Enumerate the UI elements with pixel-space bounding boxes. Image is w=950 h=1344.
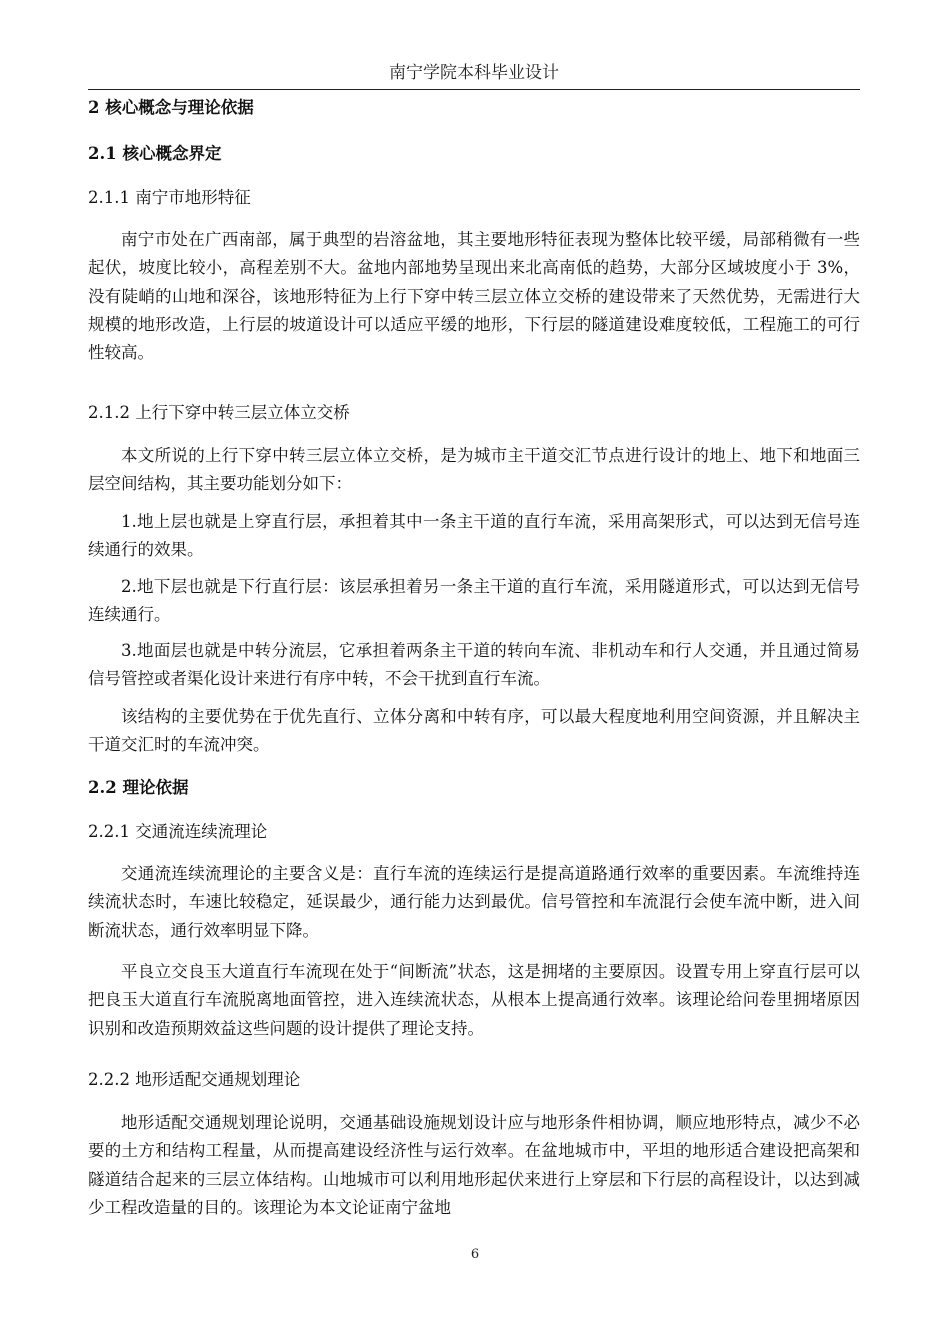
- section-2-1-1-paragraph: 南宁市处在广西南部，属于典型的岩溶盆地，其主要地形特征表现为整体比较平缓，局部稍微有一些起伏，坡度比较小，高程差别不大。盆地内部地势呈现出来北高南低的趋势，大部分区域坡度小于 3%，没有陡峭的山地和深谷，该地形特征为上行下穿中转三层立体立交桥的建设带来了天然优势，无需进行大规模的地形改造，上行层的坡道设计可以适应平缓的地形，下行层的隧道建设难度较低，工程施工的可行性较高。: [88, 230, 860, 363]
- section-2-2-2-paragraph: 地形适配交通规划理论说明，交通基础设施规划设计应与地形条件相协调，顺应地形特点，减少不必要的土方和结构工程量，从而提高建设经济性与运行效率。在盆地城市中，平坦的地形适合建设把高架和隧道结合起来的三层立体结构。山地城市可以利用地形起伏来进行上穿层和下行层的高程设计，以达到减少工程改造量的目的。该理论为本文论证南宁盆地: [88, 1113, 860, 1217]
- section-2-1-2-item-1: 1.地上层也就是上穿直行层，承担着其中一条主干道的直行车流，采用高架形式，可以达到无信号连续通行的效果。: [88, 512, 860, 560]
- header-rule: [88, 89, 860, 90]
- page-number: 6: [470, 1247, 480, 1262]
- section-2-2-1-paragraph-2: 平良立交良玉大道直行车流现在处于“间断流”状态，这是拥堵的主要原因。设置专用上穿直行层可以把良玉大道直行车流脱离地面管控，进入连续流状态，从根本上提高通行效率。该理论给问卷里拥堵原因识别和改造预期效益这些问题的设计提供了理论支持。: [88, 962, 860, 1038]
- section-2-2-1-title: 2.2.1 交通流连续流理论: [88, 822, 268, 841]
- section-2-1-2-item-2: 2.地下层也就是下行直行层：该层承担着另一条主干道的直行车流，采用隧道形式，可以达到无信号连续通行。: [88, 577, 860, 625]
- section-2-1-2-title: 2.1.2 上行下穿中转三层立体立交桥: [88, 403, 350, 422]
- section-2-2-2-title: 2.2.2 地形适配交通规划理论: [88, 1070, 301, 1089]
- section-2-2-1-paragraph-1: 交通流连续流理论的主要含义是：直行车流的连续运行是提高道路通行效率的重要因素。车流维持连续流状态时，车速比较稳定，延误最少，通行能力达到最优。信号管控和车流混行会使车流中断，进入间断流状态，通行效率明显下降。: [88, 864, 860, 940]
- section-2-2-title: 2.2 理论依据: [88, 778, 189, 797]
- section-2-1-2-summary: 该结构的主要优势在于优先直行、立体分离和中转有序，可以最大程度地利用空间资源，并且解决主干道交汇时的车流冲突。: [88, 707, 860, 755]
- section-2-title: 2 核心概念与理论依据: [88, 98, 254, 117]
- section-2-1-title: 2.1 核心概念界定: [88, 144, 222, 163]
- running-header: 南宁学院本科毕业设计: [389, 63, 559, 83]
- section-2-1-2-item-3: 3.地面层也就是中转分流层，它承担着两条主干道的转向车流、非机动车和行人交通，并且通过简易信号管控或者渠化设计来进行有序中转，不会干扰到直行车流。: [88, 641, 860, 689]
- section-2-1-2-intro: 本文所说的上行下穿中转三层立体立交桥，是为城市主干道交汇节点进行设计的地上、地下和地面三层空间结构，其主要功能划分如下：: [88, 446, 860, 494]
- section-2-1-1-title: 2.1.1 南宁市地形特征: [88, 188, 251, 207]
